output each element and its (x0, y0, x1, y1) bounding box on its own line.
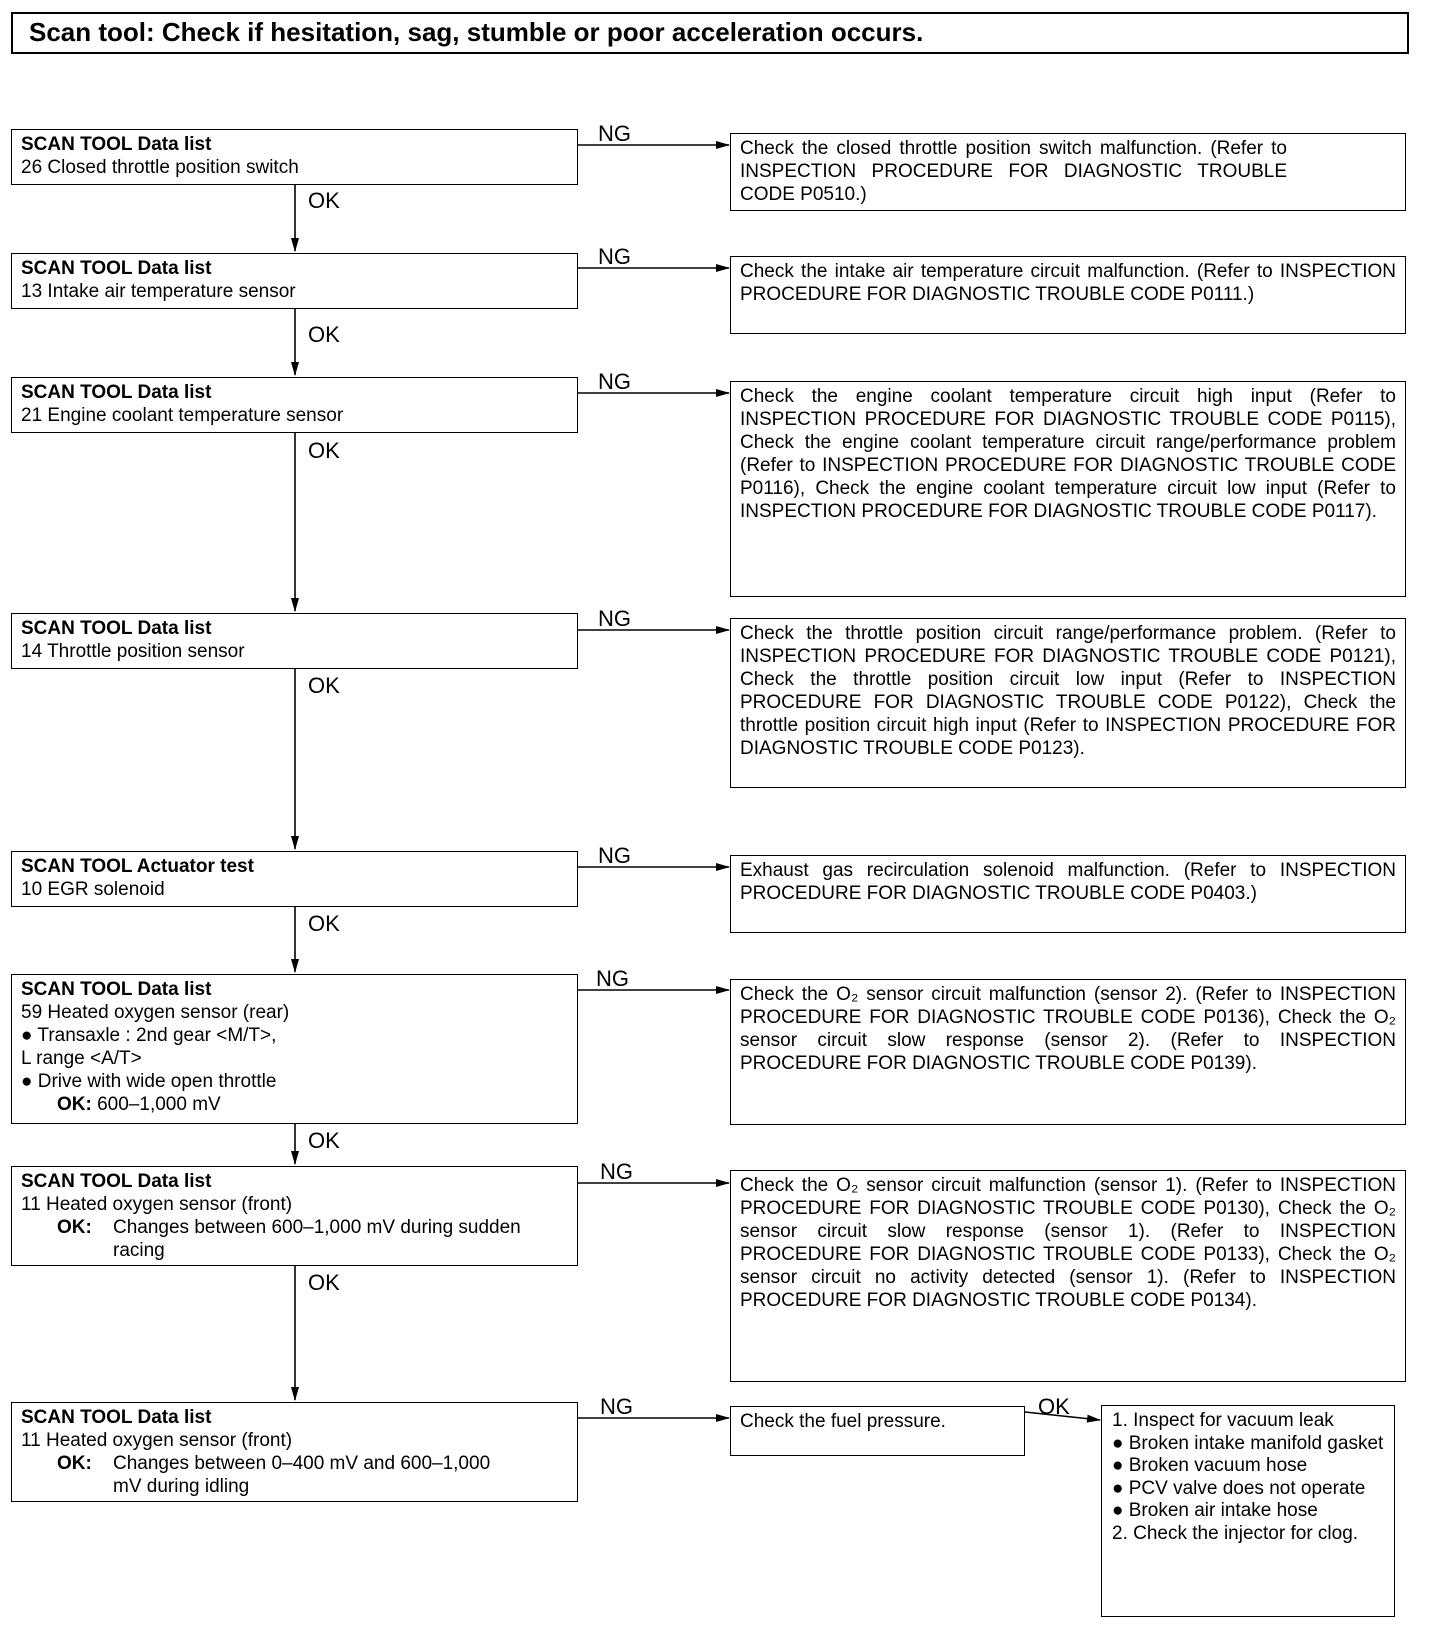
ng-label-1: NG (598, 121, 631, 146)
final-item: 2. Check the injector for clog. (1112, 1522, 1359, 1544)
ng-label-5: NG (598, 843, 631, 868)
ng-label-6: NG (596, 966, 629, 991)
step-box-1 (11, 129, 578, 185)
step-line: 59 Heated oxygen sensor (rear) (21, 1002, 290, 1023)
step-line: 11 Heated oxygen sensor (front) (21, 1194, 293, 1215)
ok-criteria-label: OK: (57, 1217, 92, 1238)
ng-label-7: NG (600, 1159, 633, 1184)
ok-criteria-label: OK: (57, 1094, 92, 1115)
result-box-4: Check the throttle position circuit range/performance problem. (Refer to INSPECTION PROCEDURE FOR DIAGNOSTIC TROUBLE CODE P0121), Check the throttle position circuit low input (Refer to INSPECTION PROCEDURE FOR DIAGNOSTIC TROUBLE CODE P0122), Check the throttle position circuit high input (Refer to INSPECTION PROCEDURE FOR DIAGNOSTIC TROUBLE CODE P0123). (730, 618, 1406, 788)
ok-criteria-text: Changes between 0–400 mV and 600–1,000 mV during idling (113, 1453, 491, 1497)
ok-label-2: OK (308, 322, 340, 347)
ok-label-3: OK (308, 438, 340, 463)
step-ok-criteria (21, 1452, 568, 1498)
step-line: 21 Engine coolant temperature sensor (21, 405, 344, 426)
step-heading: SCAN TOOL Data list (21, 979, 212, 1000)
step-line: 13 Intake air temperature sensor (21, 281, 296, 302)
final-item: ● Broken intake manifold gasket (1112, 1432, 1384, 1454)
step-box-4 (11, 613, 578, 669)
step-heading: SCAN TOOL Data list (21, 1171, 212, 1192)
step-condition: L range <A/T> (21, 1048, 142, 1069)
ok-criteria-label: OK: (57, 1453, 92, 1474)
final-item: ● Broken air intake hose (1112, 1500, 1318, 1521)
result-box-5: Exhaust gas recirculation solenoid malfunction. (Refer to INSPECTION PROCEDURE FOR DIAGNOSTIC TROUBLE CODE P0403.) (730, 855, 1406, 933)
result-box-2: Check the intake air temperature circuit malfunction. (Refer to INSPECTION PROCEDURE FOR DIAGNOSTIC TROUBLE CODE P0111.) (730, 256, 1406, 334)
page-title: Scan tool: Check if hesitation, sag, stumble or poor acceleration occurs. (11, 12, 1409, 54)
step-ok-criteria (21, 1093, 568, 1116)
step-box-2 (11, 253, 578, 309)
ok-label-4: OK (308, 673, 340, 698)
result-box-3: Check the engine coolant temperature circuit high input (Refer to INSPECTION PROCEDURE FOR DIAGNOSTIC TROUBLE CODE P0115), Check the engine coolant temperature circuit range/performance problem (Refer to INSPECTION PROCEDURE FOR DIAGNOSTIC TROUBLE CODE P0116), Check the engine coolant temperature circuit low input (Refer to INSPECTION PROCEDURE FOR DIAGNOSTIC TROUBLE CODE P0117). (730, 381, 1406, 597)
step-ok-criteria (21, 1216, 568, 1262)
final-item: ● PCV valve does not operate (1112, 1477, 1366, 1499)
step-heading: SCAN TOOL Data list (21, 258, 212, 279)
final-item: ● Broken vacuum hose (1112, 1455, 1308, 1476)
final-action-box (1101, 1405, 1395, 1617)
step-condition: ● Transaxle : 2nd gear <M/T>, (21, 1025, 277, 1046)
result-box-7: Check the O₂ sensor circuit malfunction (sensor 1). (Refer to INSPECTION PROCEDURE FOR DIAGNOSTIC TROUBLE CODE P0130), Check the O₂ sensor circuit slow response (sensor 1). (Refer to INSPECTION PROCEDURE FOR DIAGNOSTIC TROUBLE CODE P0133), Check the O₂ sensor circuit no activity detected (sensor 1). (Refer to INSPECTION PROCEDURE FOR DIAGNOSTIC TROUBLE CODE P0134). (730, 1170, 1406, 1382)
ok-label-6: OK (308, 1128, 340, 1153)
step-box-6 (11, 974, 578, 1124)
ok-criteria-text: Changes between 600–1,000 mV during sudden racing (113, 1217, 521, 1261)
step-line: 26 Closed throttle position switch (21, 157, 299, 178)
ng-label-8: NG (600, 1394, 633, 1419)
step-condition: ● Drive with wide open throttle (21, 1071, 277, 1092)
result-box-1: Check the closed throttle position switch malfunction. (Refer to INSPECTION PROCEDURE FOR DIAGNOSTIC TROUBLE CODE P0510.) (730, 133, 1406, 211)
step-line: 14 Throttle position sensor (21, 641, 245, 662)
step-heading: SCAN TOOL Actuator test (21, 856, 254, 877)
step-heading: SCAN TOOL Data list (21, 618, 212, 639)
step-line: 11 Heated oxygen sensor (front) (21, 1430, 293, 1451)
final-item: 1. Inspect for vacuum leak (1112, 1410, 1334, 1431)
ng-label-4: NG (598, 606, 631, 631)
result-box-8: Check the fuel pressure. (730, 1406, 1025, 1456)
step-line: 10 EGR solenoid (21, 879, 165, 900)
ok-criteria-text: 600–1,000 mV (97, 1094, 221, 1115)
step-heading: SCAN TOOL Data list (21, 134, 212, 155)
ok-label-1: OK (308, 188, 340, 213)
step-box-8 (11, 1402, 578, 1502)
ng-label-3: NG (598, 369, 631, 394)
result-box-6: Check the O₂ sensor circuit malfunction (sensor 2). (Refer to INSPECTION PROCEDURE FOR DIAGNOSTIC TROUBLE CODE P0136), Check the O₂ sensor circuit slow response (sensor 2). (Refer to INSPECTION PROCEDURE FOR DIAGNOSTIC TROUBLE CODE P0139). (730, 979, 1406, 1125)
step-box-5 (11, 851, 578, 907)
step-box-7 (11, 1166, 578, 1266)
ok-label-5: OK (308, 911, 340, 936)
step-heading: SCAN TOOL Data list (21, 1407, 212, 1428)
ok-label-7: OK (308, 1270, 340, 1295)
step-heading: SCAN TOOL Data list (21, 382, 212, 403)
ng-label-2: NG (598, 244, 631, 269)
step-box-3 (11, 377, 578, 433)
ok-label-final: OK (1038, 1394, 1070, 1419)
